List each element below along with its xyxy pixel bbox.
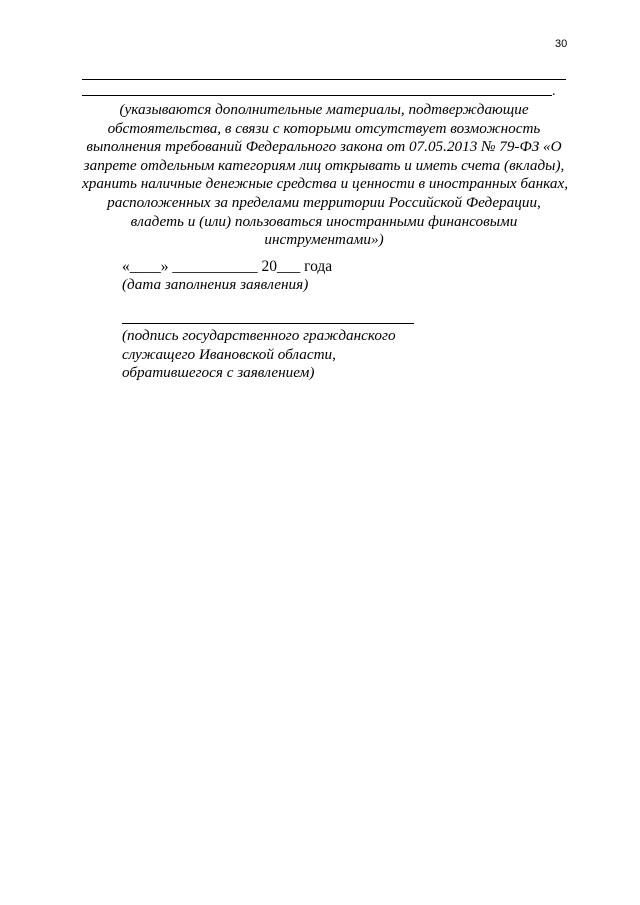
- page-number: 30: [555, 38, 568, 50]
- signature-caption-line: обратившегося с заявлением): [122, 364, 315, 382]
- blank-line-2: [82, 95, 552, 96]
- date-fill-line: «____» ___________ 20___ года: [122, 258, 333, 275]
- explanation-line: владеть и (или) пользоваться иностранными финансовыми: [130, 212, 518, 230]
- explanation-line: инструментами»): [264, 231, 384, 249]
- explanation-line: запрете отдельным категориям лиц открывать и иметь счета (вклады),: [83, 156, 565, 174]
- explanation-line: выполнения требований Федерального закона от 07.05.2013 № 79-ФЗ «О: [86, 138, 562, 156]
- blank-line-1: [82, 79, 566, 80]
- signature-caption-line: служащего Ивановской области,: [122, 345, 336, 363]
- blank-line-period: .: [552, 84, 556, 99]
- explanation-line: (указываются дополнительные материалы, подтверждающие: [119, 101, 529, 118]
- explanation-line: расположенных за пределами территории Российской Федерации,: [107, 193, 541, 211]
- explanation-line: обстоятельства, в связи с которыми отсутствует возможность: [107, 119, 541, 137]
- signature-line: [122, 323, 414, 324]
- explanation-note: [82, 101, 569, 250]
- date-caption: (дата заполнения заявления): [122, 276, 309, 293]
- signature-caption: [122, 327, 396, 383]
- explanation-line: хранить наличные денежные средства и ценности в иностранных банках,: [82, 175, 569, 193]
- signature-caption-line: (подпись государственного гражданского: [122, 327, 396, 344]
